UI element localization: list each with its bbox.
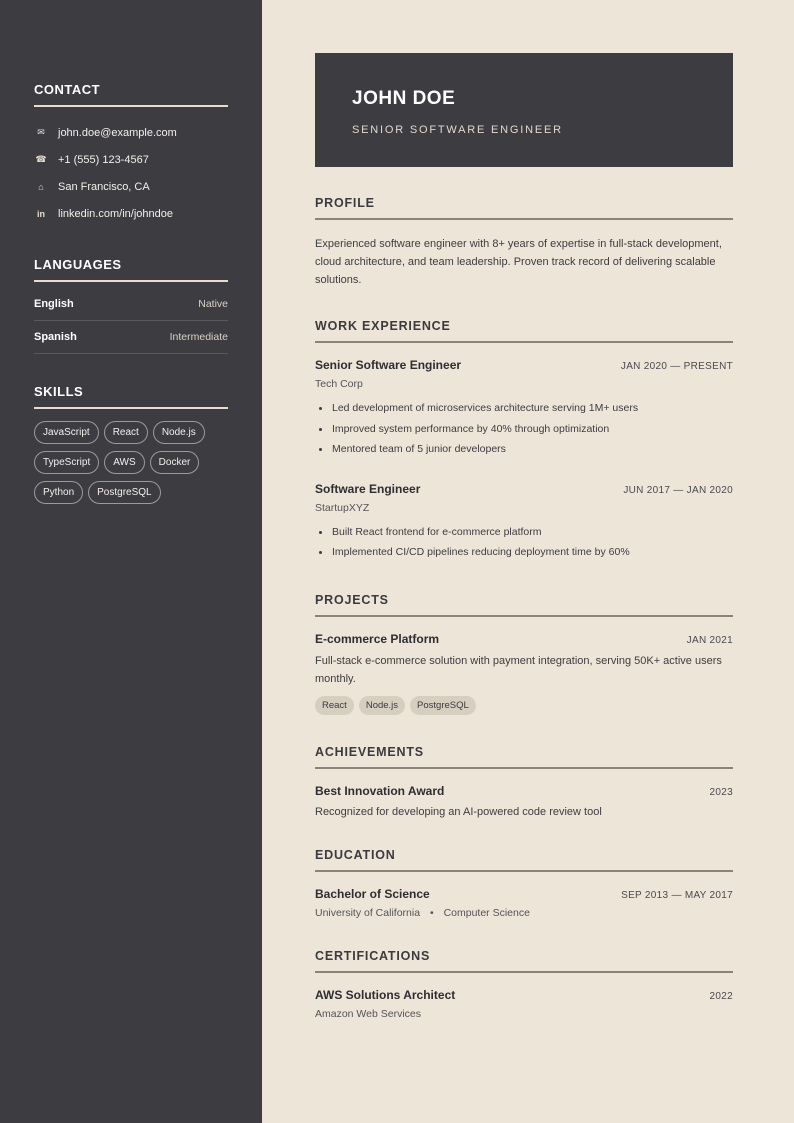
candidate-title: SENIOR SOFTWARE ENGINEER: [352, 124, 563, 136]
language-item: [34, 288, 228, 321]
skill-tag: Node.js: [153, 421, 205, 444]
experience-entry-head: [315, 358, 733, 372]
job-bullet: Implemented CI/CD pipelines reducing deployment time by 60%: [315, 542, 733, 563]
job-date: JUN 2017 — JAN 2020: [623, 484, 733, 496]
language-name: English: [34, 298, 74, 310]
skills-heading: SKILLS: [34, 384, 228, 409]
contact-location: [34, 173, 228, 200]
achievement-title: Best Innovation Award: [315, 783, 445, 798]
contact-section: [34, 82, 228, 227]
skill-tag: TypeScript: [34, 451, 99, 474]
contact-location-text: San Francisco, CA: [58, 180, 150, 193]
achievement-entry-head: [315, 784, 733, 798]
profile-text: Experienced software engineer with 8+ years of expertise in full-stack development, cloud architecture, and team leadership. Proven track record of delivering scalable solutions.: [315, 238, 722, 286]
company-name: StartupXYZ: [315, 501, 370, 514]
degree: Bachelor of Science: [315, 886, 430, 901]
certification-date: 2022: [709, 990, 733, 1002]
education-heading: EDUCATION: [315, 848, 733, 872]
languages-section: [34, 257, 228, 354]
projects-heading: PROJECTS: [315, 593, 733, 617]
project-tags: [315, 696, 733, 715]
job-bullet: Improved system performance by 40% through optimization: [315, 419, 733, 440]
contact-email-text[interactable]: john.doe@example.com: [58, 126, 177, 139]
project-entry-head: [315, 632, 733, 646]
language-name: Spanish: [34, 331, 77, 343]
school-name: University of California: [315, 906, 421, 919]
experience-entry: [315, 358, 733, 460]
achievement-entry: [315, 784, 733, 818]
experience-entry: [315, 482, 733, 563]
contact-linkedin: [34, 200, 228, 227]
education-date: SEP 2013 — MAY 2017: [621, 889, 733, 901]
education-entry: [315, 887, 733, 919]
experience-heading: WORK EXPERIENCE: [315, 319, 733, 343]
projects-section: [315, 593, 733, 715]
contact-phone: [34, 146, 228, 173]
home-icon: ⌂: [38, 181, 44, 192]
achievements-section: [315, 745, 733, 818]
education-entry-head: [315, 887, 733, 901]
certification-entry: [315, 988, 733, 1020]
experience-section: [315, 319, 733, 563]
achievement-description: Recognized for developing an AI-powered code review tool: [315, 805, 602, 818]
field-of-study: Computer Science: [443, 906, 530, 919]
profile-heading: PROFILE: [315, 196, 733, 220]
certifications-heading: CERTIFICATIONS: [315, 949, 733, 973]
contact-heading: CONTACT: [34, 82, 228, 107]
skill-tag: React: [104, 421, 148, 444]
phone-icon: ☎: [35, 154, 47, 164]
skill-tag: PostgreSQL: [88, 481, 160, 504]
envelope-icon: ✉: [37, 127, 45, 137]
language-level: Native: [198, 298, 228, 310]
skills-list: [34, 421, 224, 504]
skill-tag: JavaScript: [34, 421, 99, 444]
certification-entry-head: [315, 988, 733, 1002]
contact-email: [34, 119, 228, 146]
bullet-separator: •: [429, 906, 434, 919]
tech-tag: Node.js: [359, 696, 405, 715]
skill-tag: AWS: [104, 451, 144, 474]
certifications-section: [315, 949, 733, 1020]
contact-phone-text[interactable]: +1 (555) 123-4567: [58, 153, 149, 166]
linkedin-icon: in: [37, 208, 45, 219]
project-entry: [315, 632, 733, 715]
languages-heading: LANGUAGES: [34, 257, 228, 282]
contact-linkedin-text[interactable]: linkedin.com/in/johndoe: [58, 207, 173, 220]
profile-section: [315, 196, 733, 289]
experience-entry-head: [315, 482, 733, 496]
project-description: Full-stack e-commerce solution with payment integration, serving 50K+ active users monthly.: [315, 654, 722, 685]
candidate-name: JOHN DOE: [352, 88, 456, 109]
certification-title: AWS Solutions Architect: [315, 987, 456, 1002]
job-bullet: Mentored team of 5 junior developers: [315, 439, 733, 460]
main-content: [315, 53, 733, 1020]
job-title: Software Engineer: [315, 481, 421, 496]
name-header: [315, 53, 733, 167]
skill-tag: Docker: [150, 451, 200, 474]
sidebar: [0, 0, 262, 1123]
tech-tag: PostgreSQL: [410, 696, 476, 715]
certification-issuer: Amazon Web Services: [315, 1007, 422, 1020]
job-bullets: [315, 522, 733, 563]
language-item: [34, 321, 228, 354]
languages-list: [34, 288, 228, 354]
job-title: Senior Software Engineer: [315, 358, 462, 372]
project-title: E-commerce Platform: [315, 631, 440, 646]
job-date: JAN 2020 — PRESENT: [620, 361, 733, 372]
education-details: [315, 907, 733, 919]
job-bullet: Led development of microservices architecture serving 1M+ users: [315, 398, 733, 419]
education-section: [315, 848, 733, 919]
company-name: Tech Corp: [315, 378, 363, 390]
project-date: JAN 2021: [686, 634, 733, 646]
job-bullet: Built React frontend for e-commerce platform: [315, 522, 733, 543]
skills-section: [34, 384, 228, 504]
tech-tag: React: [315, 696, 354, 715]
achievement-date: 2023: [709, 786, 733, 798]
achievements-heading: ACHIEVEMENTS: [315, 745, 733, 769]
contact-list: [34, 119, 228, 227]
language-level: Intermediate: [169, 331, 228, 343]
skill-tag: Python: [34, 481, 83, 504]
job-bullets: [315, 398, 733, 460]
